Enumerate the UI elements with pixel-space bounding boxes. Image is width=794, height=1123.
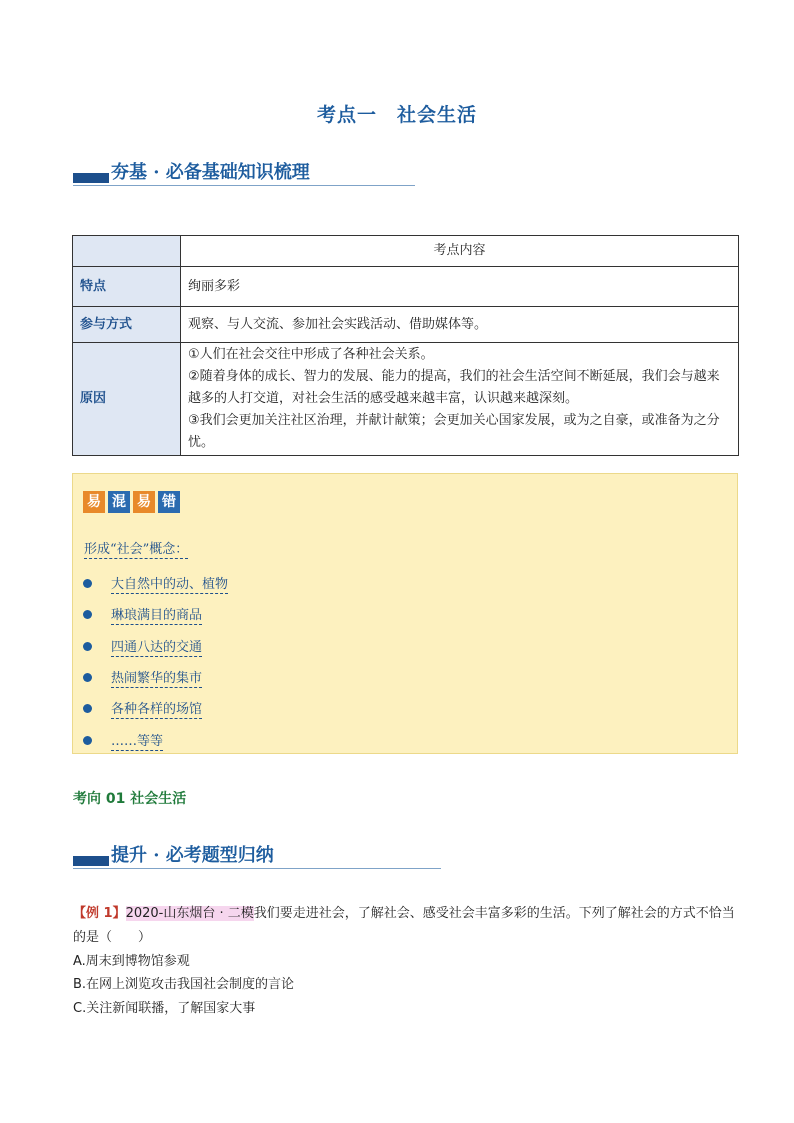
list-item <box>83 568 228 599</box>
list-item-text: 大自然中的动、植物 <box>111 573 228 594</box>
table-header-row <box>73 236 739 267</box>
table-corner-cell <box>73 236 181 267</box>
concept-list <box>83 568 228 756</box>
row-value-multiline <box>181 343 739 456</box>
bullet-icon <box>83 642 92 651</box>
tile: 错 <box>158 491 180 513</box>
section-underline <box>73 185 415 186</box>
question-source: 2020-山东烟台 · 二模 <box>125 906 254 921</box>
section-label: 提升 · 必考题型归纳 <box>111 845 274 866</box>
tile: 混 <box>108 491 130 513</box>
easy-mistake-tiles <box>83 491 180 513</box>
row-value: 绚丽多彩 <box>181 267 739 307</box>
question-stem: 我们要走进社会，了解社会、感受社会丰富多彩的生活。下列了解社会的方式不恰当的是（ ） <box>73 906 735 945</box>
example-question <box>73 902 741 950</box>
table-header-cell: 考点内容 <box>181 236 739 267</box>
list-item <box>83 662 228 693</box>
list-item-text: 各种各样的场馆 <box>111 698 202 719</box>
tile: 易 <box>133 491 155 513</box>
row-key: 特点 <box>73 267 181 307</box>
reason-line: ②随着身体的成长、智力的发展、能力的提高，我们的社会生活空间不断延展，我们会与越来越多的人打交道，对社会生活的感受越来越丰富，认识越来越深刻。 <box>188 369 720 406</box>
page-title: 考点一 社会生活 <box>316 104 477 126</box>
list-item-text: 热闹繁华的集市 <box>111 667 202 688</box>
list-item <box>83 724 228 755</box>
easy-mistake-box <box>72 473 738 754</box>
section-bar <box>73 173 109 183</box>
table-row <box>73 343 739 456</box>
knowledge-table <box>72 235 739 456</box>
list-item <box>83 599 228 630</box>
table-row <box>73 267 739 307</box>
section-heading-basics <box>73 160 418 186</box>
list-item-text: 四通八达的交通 <box>111 636 202 657</box>
reason-line: ③我们会更加关注社区治理，并献计献策；会更加关心国家发展，或为之自豪，或准备为之分忧。 <box>188 413 720 450</box>
bullet-icon <box>83 704 92 713</box>
section-bar <box>73 856 109 866</box>
row-key: 参与方式 <box>73 307 181 343</box>
section-label: 夯基 · 必备基础知识梳理 <box>111 162 310 183</box>
list-item <box>83 631 228 662</box>
table-row <box>73 307 739 343</box>
question-tag: 【例 1】 <box>73 906 126 921</box>
bullet-icon <box>83 673 92 682</box>
concept-heading: 形成“社会”概念： <box>84 538 188 559</box>
list-item <box>83 693 228 724</box>
question-option: C.关注新闻联播，了解国家大事 <box>73 1001 256 1016</box>
direction-heading: 考向 01 社会生活 <box>73 791 187 807</box>
bullet-icon <box>83 579 92 588</box>
question-option: A.周末到博物馆参观 <box>73 954 190 969</box>
tile: 易 <box>83 491 105 513</box>
section-heading-questions <box>73 843 443 869</box>
list-item-text: ……等等 <box>111 730 163 751</box>
row-key: 原因 <box>73 343 181 456</box>
row-value: 观察、与人交流、参加社会实践活动、借助媒体等。 <box>181 307 739 343</box>
bullet-icon <box>83 736 92 745</box>
question-option: B.在网上浏览攻击我国社会制度的言论 <box>73 977 295 992</box>
section-underline <box>73 868 441 869</box>
list-item-text: 琳琅满目的商品 <box>111 604 202 625</box>
bullet-icon <box>83 610 92 619</box>
reason-line: ①人们在社会交往中形成了各种社会关系。 <box>188 347 434 362</box>
